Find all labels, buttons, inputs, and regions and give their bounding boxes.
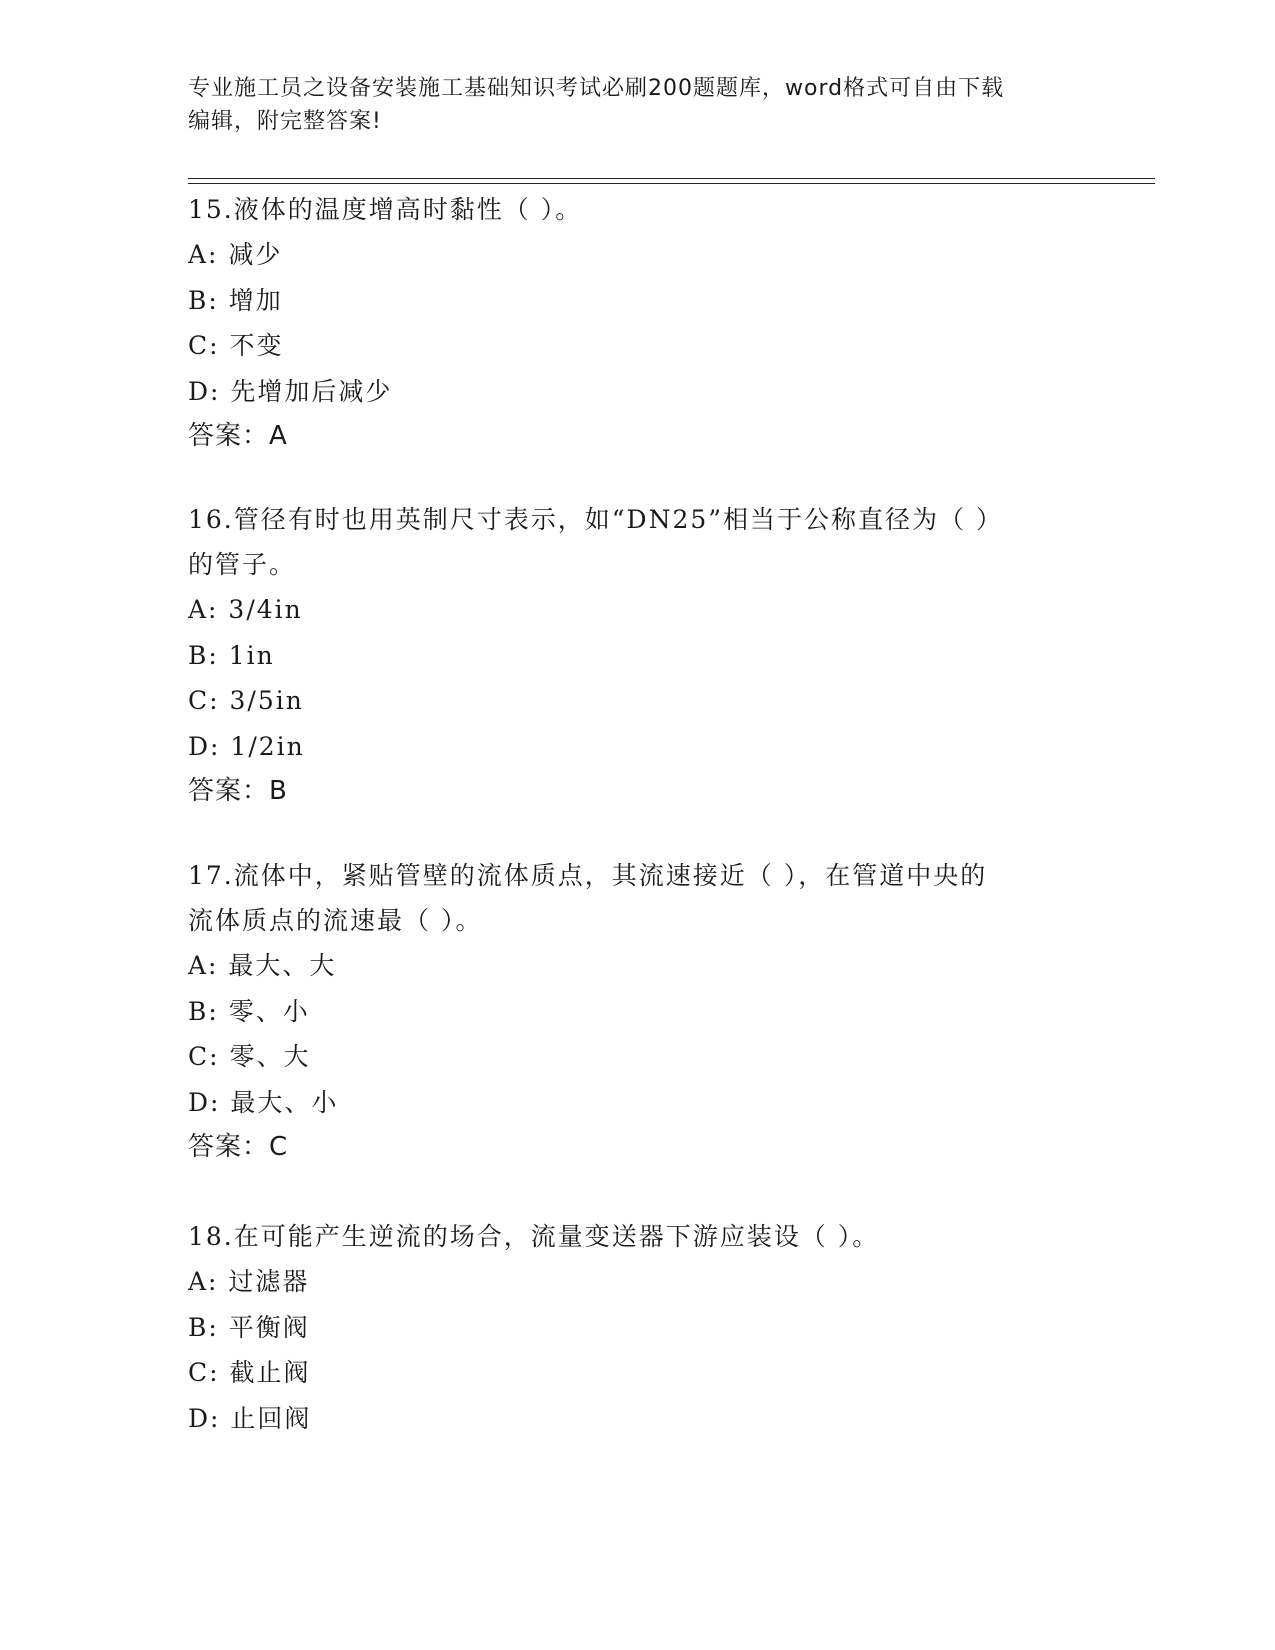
question-15 [188, 187, 1088, 460]
header-line-1: 专业施工员之设备安装施工基础知识考试必刷200题题库，word格式可自由下载 [188, 76, 1005, 101]
header-line-2: 编辑，附完整答案! [188, 109, 382, 134]
option-a: A: 减少 [188, 240, 283, 269]
document-header [188, 72, 1088, 138]
answer: 答案：B [188, 776, 288, 806]
stem-line: 18.在可能产生逆流的场合，流量变送器下游应装设（ ）。 [188, 1222, 880, 1251]
option-c: C: 截止阀 [188, 1358, 311, 1387]
option-d: D: 1/2in [188, 731, 305, 761]
option-a: A: 最大、大 [188, 951, 337, 980]
option-d: D: 最大、小 [188, 1087, 339, 1117]
question-18 [188, 1214, 1088, 1441]
question-17 [188, 853, 1088, 1171]
question-16 [188, 497, 1088, 815]
stem-line: 16.管径有时也用英制尺寸表示，如“DN25”相当于公称直径为（ ） [188, 505, 1003, 534]
stem-line: 15.液体的温度增高时黏性（ ）。 [188, 195, 583, 224]
header-divider-top [188, 178, 1155, 179]
header-divider-bottom [188, 183, 1155, 184]
option-c: C: 不变 [188, 331, 284, 360]
question-stem [188, 1214, 1088, 1259]
option-c: C: 3/5in [188, 686, 304, 715]
option-b: B: 1in [188, 640, 275, 670]
stem-line: 流体质点的流速最（ ）。 [188, 906, 483, 935]
option-c: C: 零、大 [188, 1042, 311, 1071]
stem-line: 的管子。 [188, 550, 297, 579]
option-b: B: 零、小 [188, 996, 310, 1026]
option-b: B: 增加 [188, 285, 283, 315]
option-a: A: 过滤器 [188, 1267, 310, 1296]
answer: 答案：C [188, 1132, 289, 1162]
option-b: B: 平衡阀 [188, 1312, 310, 1342]
stem-line: 17.流体中，紧贴管壁的流体质点，其流速接近（ ），在管道中央的 [188, 861, 988, 890]
question-stem [188, 187, 1088, 232]
question-stem [188, 497, 1088, 587]
option-a: A: 3/4in [188, 595, 303, 624]
option-d: D: 先增加后减少 [188, 376, 393, 406]
answer: 答案：A [188, 421, 288, 451]
question-stem [188, 853, 1088, 943]
option-d: D: 止回阀 [188, 1403, 312, 1433]
